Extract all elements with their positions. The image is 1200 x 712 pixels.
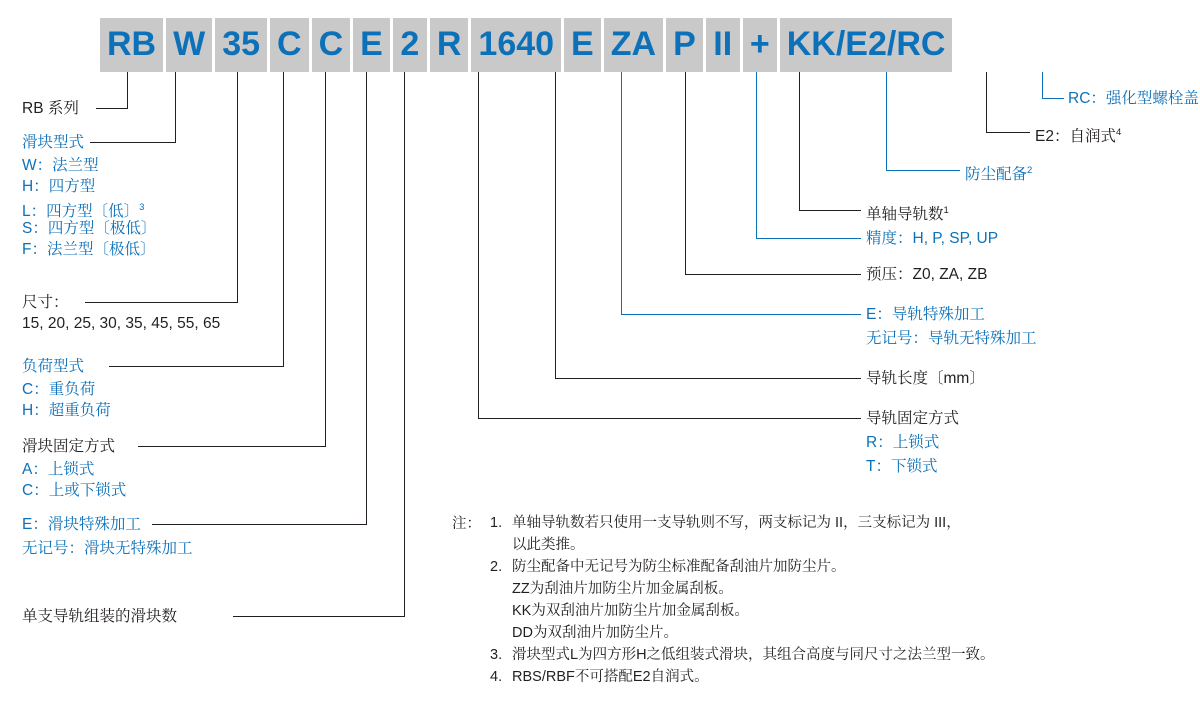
label-preload: 预压：Z0, ZA, ZB xyxy=(866,266,988,283)
note-line: ZZ为刮油片加防尘片加金属刮板。 xyxy=(512,581,733,597)
code-cell-series: RB xyxy=(100,18,163,72)
leader-line-size-horizontal xyxy=(85,302,238,303)
code-cell-rail-length: 1640 xyxy=(471,18,561,72)
label-block-type-item-1: H：四方型 xyxy=(22,178,96,195)
code-cell-load: C xyxy=(270,18,309,72)
leader-line-block-type-vertical xyxy=(175,72,176,142)
leader-line-block-count-horizontal xyxy=(233,616,405,617)
label-rail-fix-item-0: R：上锁式 xyxy=(866,434,940,451)
note-line: 防尘配备中无记号为防尘标准配备刮油片加防尘片。 xyxy=(512,559,846,575)
note-line: 以此类推。 xyxy=(512,537,585,553)
note-line: 滑块型式L为四方形H之低组装式滑块，其组合高度与同尺寸之法兰型一致。 xyxy=(512,647,995,663)
note-number: 1. xyxy=(490,515,503,531)
code-cell-block-count: 2 xyxy=(393,18,427,72)
part-number-code-row xyxy=(100,18,952,72)
leader-line-rail-length-vertical xyxy=(555,72,556,378)
label-dustproof: 防尘配备$^2$ xyxy=(965,165,1033,184)
leader-line-rail-special-horizontal xyxy=(621,314,861,315)
note-line: 单轴导轨数若只使用一支导轨则不写，两支标记为 II，三支标记为 III， xyxy=(512,515,961,531)
code-cell-block-type: W xyxy=(166,18,212,72)
leader-line-rail-count-horizontal xyxy=(799,210,861,211)
leader-line-rail-count-vertical xyxy=(799,72,800,210)
note-number: 2. xyxy=(490,559,503,575)
label-block-fix-title: 滑块固定方式 xyxy=(22,438,116,455)
leader-line-accuracy-vertical xyxy=(756,72,757,238)
label-rail-count: 单轴导轨数$^1$ xyxy=(866,205,949,224)
label-load-title: 负荷型式 xyxy=(22,358,85,375)
note-item xyxy=(490,666,995,688)
note-item xyxy=(490,512,995,556)
leader-line-block-type-horizontal xyxy=(90,142,176,143)
leader-line-e2-horizontal xyxy=(986,132,1030,133)
label-rail-length: 导轨长度〔mm〕 xyxy=(866,370,985,387)
leader-line-block-count-vertical xyxy=(404,72,405,616)
code-cell-block-fix: C xyxy=(312,18,351,72)
leader-line-dustproof-vertical xyxy=(886,72,887,170)
leader-line-rc-vertical xyxy=(1042,72,1043,98)
label-block-type-item-3: S：四方型〔极低〕 xyxy=(22,220,157,237)
code-cell-accuracy: P xyxy=(666,18,703,72)
label-series: RB 系列 xyxy=(22,100,79,117)
code-cell-options: KK/E2/RC xyxy=(780,18,953,72)
leader-line-dustproof-horizontal xyxy=(886,170,960,171)
leader-line-rc-horizontal xyxy=(1042,98,1064,99)
notes-list xyxy=(490,512,995,688)
leader-line-block-fix-vertical xyxy=(325,72,326,446)
leader-line-size-vertical xyxy=(237,72,238,302)
note-line: KK为双刮油片加防尘片加金属刮板。 xyxy=(512,603,749,619)
leader-line-rail-special-vertical xyxy=(621,72,622,314)
label-load-item-1: H：超重负荷 xyxy=(22,402,111,419)
label-block-type-item-4: F：法兰型〔极低〕 xyxy=(22,241,156,258)
label-block-count: 单支导轨组装的滑块数 xyxy=(22,608,178,625)
note-number: 3. xyxy=(490,647,503,663)
label-accuracy: 精度：H, P, SP, UP xyxy=(866,230,999,247)
leader-line-preload-horizontal xyxy=(685,274,861,275)
label-block-type-item-2: L：四方型〔低〕$^3$ xyxy=(22,202,145,221)
leader-line-rail-fix-horizontal xyxy=(478,418,861,419)
label-size-title: 尺寸： xyxy=(22,294,69,311)
label-load-item-0: C：重负荷 xyxy=(22,381,96,398)
leader-line-series-vertical xyxy=(127,72,128,108)
leader-line-block-special-vertical xyxy=(366,72,367,524)
code-cell-block-special: E xyxy=(353,18,390,72)
code-cell-plus: + xyxy=(743,18,777,72)
note-line: DD为双刮油片加防尘片。 xyxy=(512,625,678,641)
leader-line-series-horizontal xyxy=(96,108,128,109)
leader-line-rail-length-horizontal xyxy=(555,378,861,379)
label-block-special-item-1: 无记号：滑块无特殊加工 xyxy=(22,540,193,557)
label-size-values: 15, 20, 25, 30, 35, 45, 55, 65 xyxy=(22,315,221,332)
note-item xyxy=(490,556,995,644)
leader-line-rail-fix-vertical xyxy=(478,72,479,418)
leader-line-load-vertical xyxy=(283,72,284,366)
label-block-special-item-0: E：滑块特殊加工 xyxy=(22,516,141,533)
code-cell-rail-fix: R xyxy=(430,18,469,72)
code-cell-rail-count: II xyxy=(706,18,740,72)
code-cell-size: 35 xyxy=(215,18,267,72)
label-block-fix-item-1: C：上或下锁式 xyxy=(22,482,127,499)
label-block-type-title: 滑块型式 xyxy=(22,134,85,151)
leader-line-block-fix-horizontal xyxy=(138,446,326,447)
leader-line-e2-vertical xyxy=(986,72,987,132)
leader-line-block-special-horizontal xyxy=(152,524,367,525)
code-cell-preload: ZA xyxy=(604,18,663,72)
label-rail-special-2: 无记号：导轨无特殊加工 xyxy=(866,330,1037,347)
note-item xyxy=(490,644,995,666)
notes-label: 注： xyxy=(452,516,481,532)
code-cell-rail-special: E xyxy=(564,18,601,72)
note-line: RBS/RBF不可搭配E2自润式。 xyxy=(512,669,709,685)
label-rail-fix-title: 导轨固定方式 xyxy=(866,410,960,427)
label-block-type-item-0: W：法兰型 xyxy=(22,157,99,174)
leader-line-load-horizontal xyxy=(109,366,284,367)
label-rail-special-1: E：导轨特殊加工 xyxy=(866,306,985,323)
label-block-fix-item-0: A：上锁式 xyxy=(22,461,95,478)
label-rc: RC：强化型螺栓盖 xyxy=(1068,90,1199,107)
leader-line-preload-vertical xyxy=(685,72,686,274)
label-e2: E2：自润式$^4$ xyxy=(1035,127,1122,146)
label-rail-fix-item-1: T：下锁式 xyxy=(866,458,938,475)
note-number: 4. xyxy=(490,669,503,685)
leader-line-accuracy-horizontal xyxy=(756,238,861,239)
